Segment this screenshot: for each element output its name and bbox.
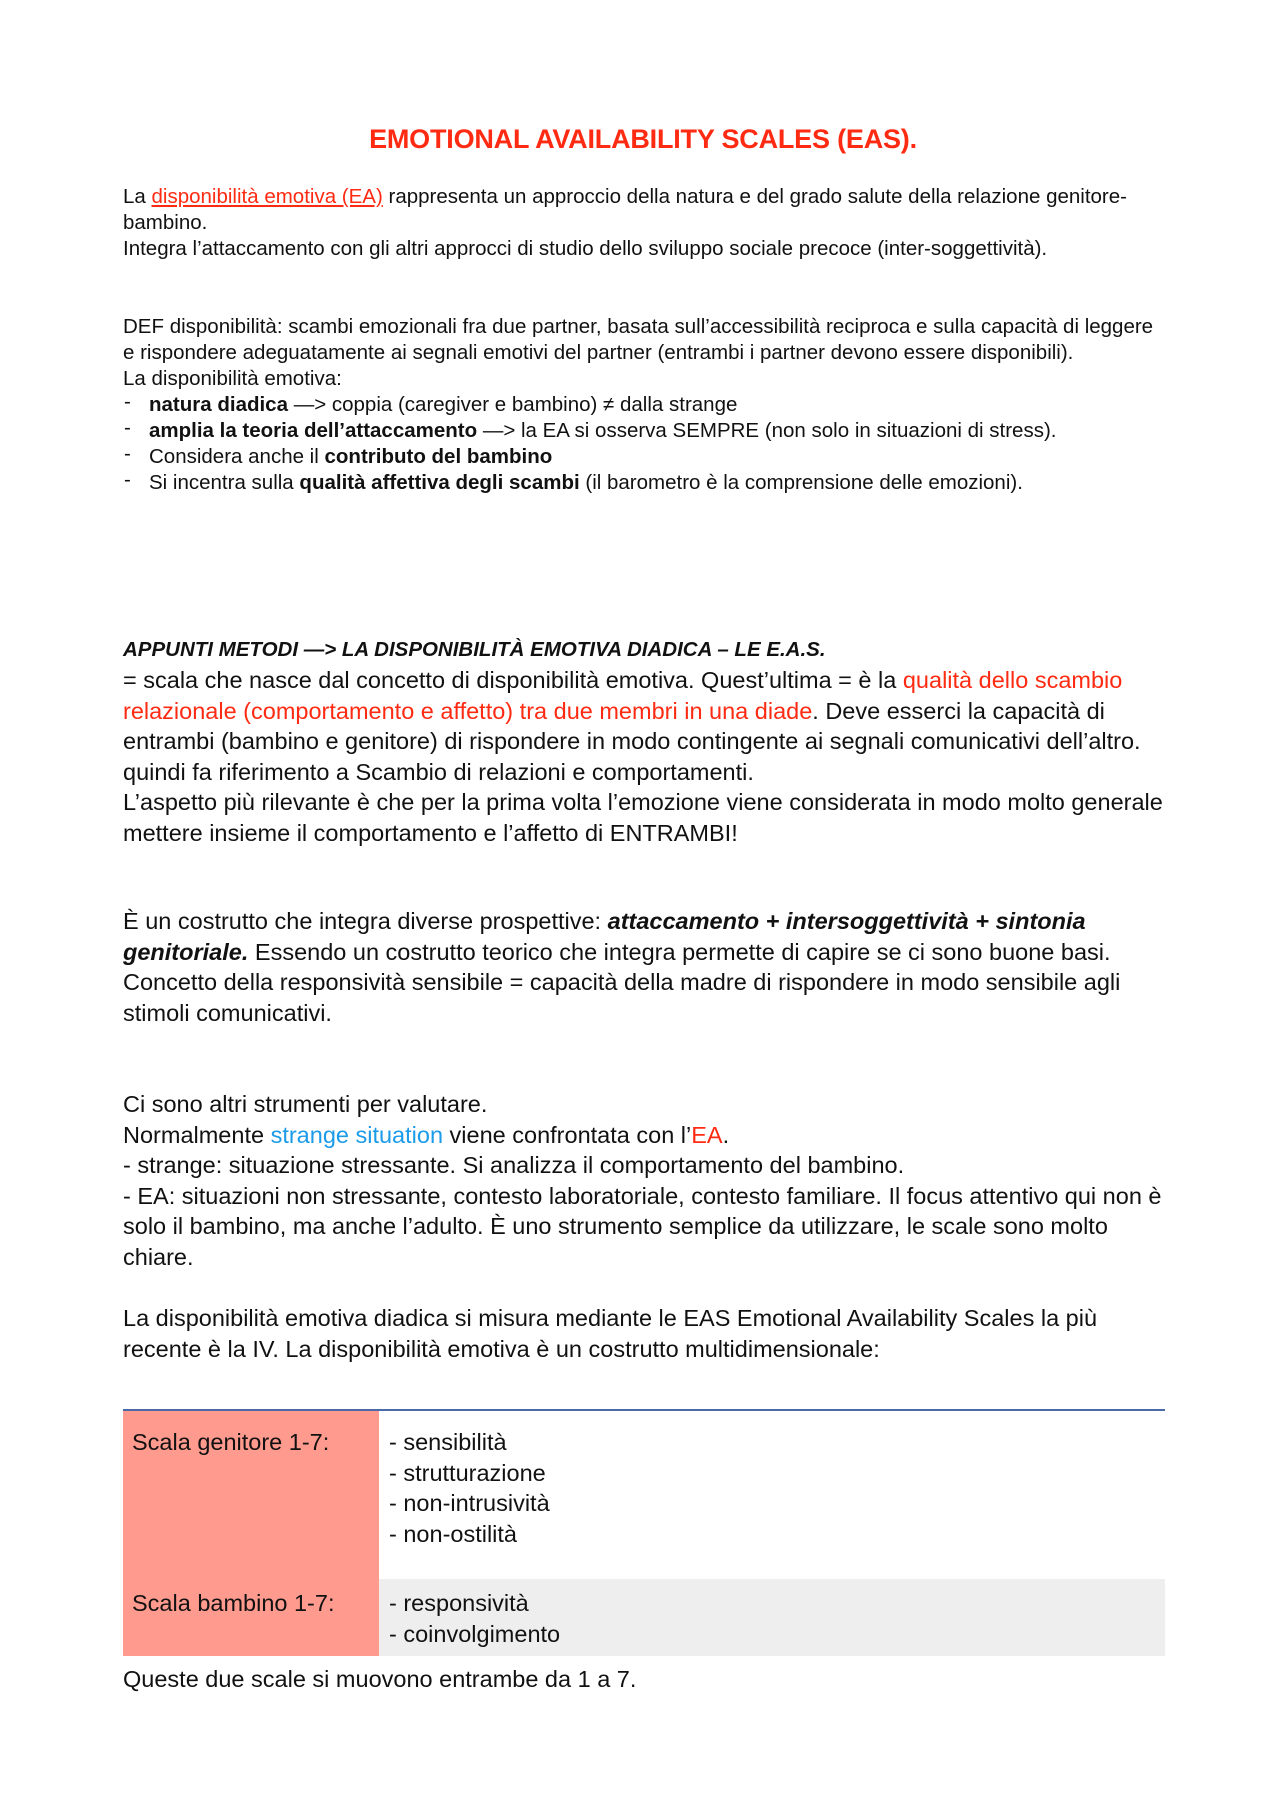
notes-section	[123, 635, 1163, 848]
intro-paragraph-1: La disponibilità emotiva (EA) rappresenta un approccio della natura e del grado salute della relazione genitore-bambino.	[123, 185, 1127, 234]
list-item: - natura diadica —> coppia (caregiver e bambino) ≠ dalla strange	[123, 392, 1163, 418]
list-item: - Considera anche il contributo del bambino	[123, 444, 1163, 470]
intro-paragraph-2: Integra l’attaccamento con gli altri approcci di studio dello sviluppo sociale precoce (inter-soggettività).	[123, 237, 1048, 260]
notes-paragraph-9: - EA: situazioni non stressante, contesto laboratoriale, contesto familiare. Il focus attentivo qui non è solo il bambino, ma anche l’adulto. È uno strumento semplice da utilizzare, le scale sono molto chiare.	[123, 1182, 1162, 1270]
scales-table	[123, 1409, 1165, 1656]
definition-paragraph: DEF disponibilità: scambi emozionali fra due partner, basata sull’accessibilità reciproca e sulla capacità di leggere e rispondere adeguatamente ai segnali emotivi del partner (entrambi i partner devono essere disponibili).	[123, 315, 1154, 364]
notes-paragraph-7: Normalmente strange situation viene confrontata con l’EA.	[123, 1121, 730, 1148]
intro-section	[123, 184, 1163, 262]
list-item: - responsività	[389, 1590, 529, 1616]
feature-list	[123, 392, 1163, 496]
strange-situation-text: strange situation	[270, 1121, 444, 1148]
ea-link[interactable]: disponibilità emotiva (EA)	[151, 185, 383, 208]
page-title: EMOTIONAL AVAILABILITY SCALES (EAS).	[369, 124, 917, 154]
list-item: - coinvolgimento	[389, 1620, 561, 1647]
table-row	[123, 1411, 1165, 1579]
highlight-text: qualità dello scambio relazionale (comportamento e affetto) tra due membri in una diade	[123, 667, 1123, 724]
child-scale-items	[379, 1579, 1165, 1656]
child-scale-label: Scala bambino 1-7:	[123, 1579, 379, 1656]
list-intro: La disponibilità emotiva:	[123, 367, 342, 390]
parent-scale-label: Scala genitore 1-7:	[123, 1411, 379, 1579]
notes-paragraph-4: È un costrutto che integra diverse prospettive: attaccamento + intersoggettività + sintonia genitoriale. Essendo un costrutto teorico che integra permette di capire se ci sono buone basi.	[123, 908, 1111, 965]
list-item: - Si incentra sulla qualità affettiva degli scambi (il barometro è la comprensione delle emozioni).	[123, 470, 1163, 496]
notes-heading: APPUNTI METODI —> LA DISPONIBILITÀ EMOTIVA DIADICA – LE E.A.S.	[123, 638, 826, 661]
notes-paragraph-10: La disponibilità emotiva diadica si misura mediante le EAS Emotional Availability Scales la più recente è la IV. La disponibilità emotiva è un costrutto multidimensionale:	[123, 1305, 1098, 1362]
measurement-section	[123, 1303, 1163, 1364]
list-item: - amplia la teoria dell’attaccamento —> la EA si osserva SEMPRE (non solo in situazioni di stress).	[123, 418, 1163, 444]
instruments-section	[123, 1089, 1163, 1272]
notes-paragraph-8: - strange: situazione stressante. Si analizza il comportamento del bambino.	[123, 1152, 905, 1178]
notes-paragraph-1: = scala che nasce dal concetto di disponibilità emotiva. Quest’ultima = è la qualità dello scambio relazionale (comportamento e affetto) tra due membri in una diade. Deve esserci la capacità di entrambi (bambino e genitore) di rispondere in modo contingente ai segnali comunicativi dell’altro.	[123, 667, 1141, 754]
notes-paragraph-5: Concetto della responsività sensibile = capacità della madre di rispondere in modo sensibile agli stimoli comunicativi.	[123, 969, 1121, 1026]
table-row	[123, 1579, 1165, 1656]
list-item: - sensibilità	[389, 1429, 507, 1455]
footer-note: Queste due scale si muovono entrambe da 1 a 7.	[123, 1666, 637, 1692]
notes-paragraph-3: L’aspetto più rilevante è che per la prima volta l’emozione viene considerata in modo molto generale mettere insieme il comportamento e l’affetto di ENTRAMBI!	[123, 789, 1163, 846]
ea-text: EA	[691, 1121, 723, 1148]
list-item: - non-ostilità	[389, 1520, 517, 1547]
parent-scale-items	[379, 1411, 1165, 1579]
notes-paragraph-2: quindi fa riferimento a Scambio di relazioni e comportamenti.	[123, 758, 754, 785]
notes-paragraph-6: Ci sono altri strumenti per valutare.	[123, 1091, 488, 1117]
list-item: - non-intrusività	[389, 1490, 550, 1516]
perspectives-section	[123, 906, 1163, 1028]
definition-section	[123, 314, 1163, 496]
list-item: - strutturazione	[389, 1459, 546, 1486]
emphasis-text: attaccamento + intersoggettività + sintonia genitoriale.	[123, 908, 1086, 965]
